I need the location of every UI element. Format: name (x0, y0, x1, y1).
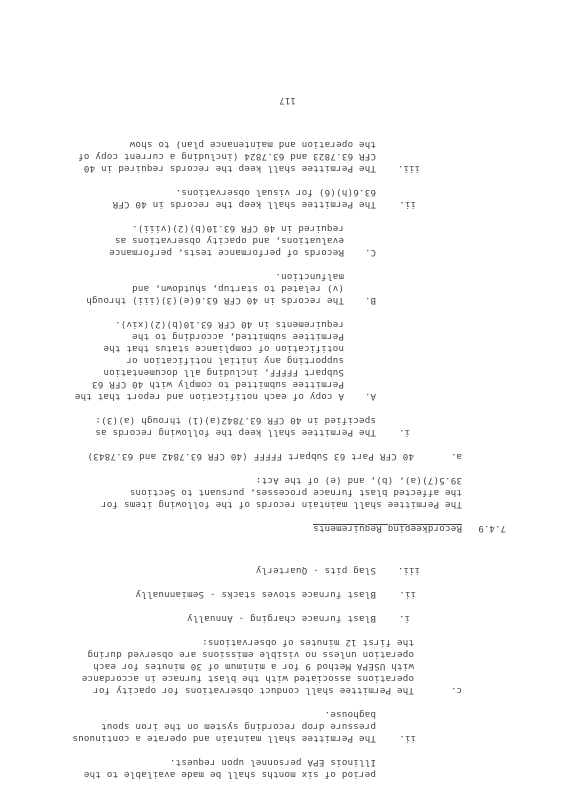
text-line: period of six months shall be made available to the (83, 769, 376, 780)
item-label: ii. (399, 199, 416, 210)
item-label: c. (450, 685, 462, 696)
text-line: The Permittee shall keep the records required in 40 (83, 163, 376, 174)
text-line: Slag pits - Quarterly (255, 565, 376, 576)
text-line: The Permittee shall maintain records of the following items for (100, 499, 462, 510)
section-number: 7.4.9 (478, 523, 506, 534)
text-line: required in 40 CFR 63.10(b)(2)(viii). (131, 223, 344, 234)
page-number: 117 (279, 95, 296, 106)
text-line: 40 CFR Part 63 Subpart FFFFF (40 CFR 63.7842 and 63.7843) (87, 451, 414, 462)
text-line: specified in 40 CFR 63.7842(a)(1) through (a)(3): (95, 415, 376, 426)
text-line: the affected blast furnace processes, pursuant to Sections (129, 487, 462, 498)
text-line: evaluations, and opacity observations as (114, 235, 344, 246)
text-line: The Permittee shall keep the records in 40 CFR (112, 199, 376, 210)
text-line: the first 12 minutes of observations: (201, 637, 414, 648)
text-line: pressure drop recording system on the iron spout (100, 721, 376, 732)
text-line: (v) related to startup, shutdown, and (131, 283, 344, 294)
item-label: iii. (397, 565, 420, 576)
text-line: operation unless no visible emissions are observed during (87, 649, 414, 660)
text-line: notification of compliance status that the (103, 343, 344, 354)
text-line: The Permittee shall maintain and operate a continuous (72, 733, 376, 744)
text-line: 63.6(h)(6) for visual observations. (175, 187, 376, 198)
text-line: CFR 63.7823 and 63.7824 (including a current copy of (77, 151, 376, 162)
section-heading: Recordkeeping Requirements (312, 523, 462, 534)
text-line: Records of performance tests, performance (109, 247, 344, 258)
item-label: B. (364, 295, 376, 306)
text-line: 39.5(7)(a), (b), and (e) of the Act: (255, 475, 462, 486)
text-line: Permittee submitted to comply with 40 CFR 63 (91, 379, 344, 390)
text-line: operations associated with the blast furnace in accordance (81, 673, 414, 684)
text-line: baghouse. (324, 709, 376, 720)
text-line: malfunction. (275, 271, 344, 282)
item-label: ii. (399, 589, 416, 600)
item-label: ii. (399, 733, 416, 744)
text-line: Blast furnace charging - Annually (186, 613, 376, 624)
text-line: Blast furnace stoves stacks - Semiannually (135, 589, 376, 600)
text-line: The Permittee shall keep the following records as (95, 427, 376, 438)
text-line: requirements in 40 CFR 63.10(b)(2)(xiv). (114, 319, 344, 330)
text-line: A copy of each notification and report that the (74, 391, 344, 402)
text-line: Permittee submitted, according to the (131, 331, 344, 342)
item-label: A. (364, 391, 376, 402)
item-label: a. (450, 451, 462, 462)
item-label: iii. (397, 163, 420, 174)
text-line: The records in 40 CFR 63.6(e)(3)(iii) through (86, 295, 344, 306)
text-line: Illinois EPA personnel upon request. (169, 757, 376, 768)
item-label: i. (398, 613, 410, 624)
item-label: C. (364, 247, 376, 258)
text-line: supporting any initial notification or (126, 355, 344, 366)
text-line: Subpart FFFFF, including all documentation (103, 367, 344, 378)
item-label: i. (398, 427, 410, 438)
text-line: the operation and maintenance plan) to show (129, 139, 376, 150)
text-line: The Permittee shall conduct observations for opacity for (93, 685, 414, 696)
text-line: with USEPA Method 9 for a minimum of 30 minutes for each (93, 661, 414, 672)
